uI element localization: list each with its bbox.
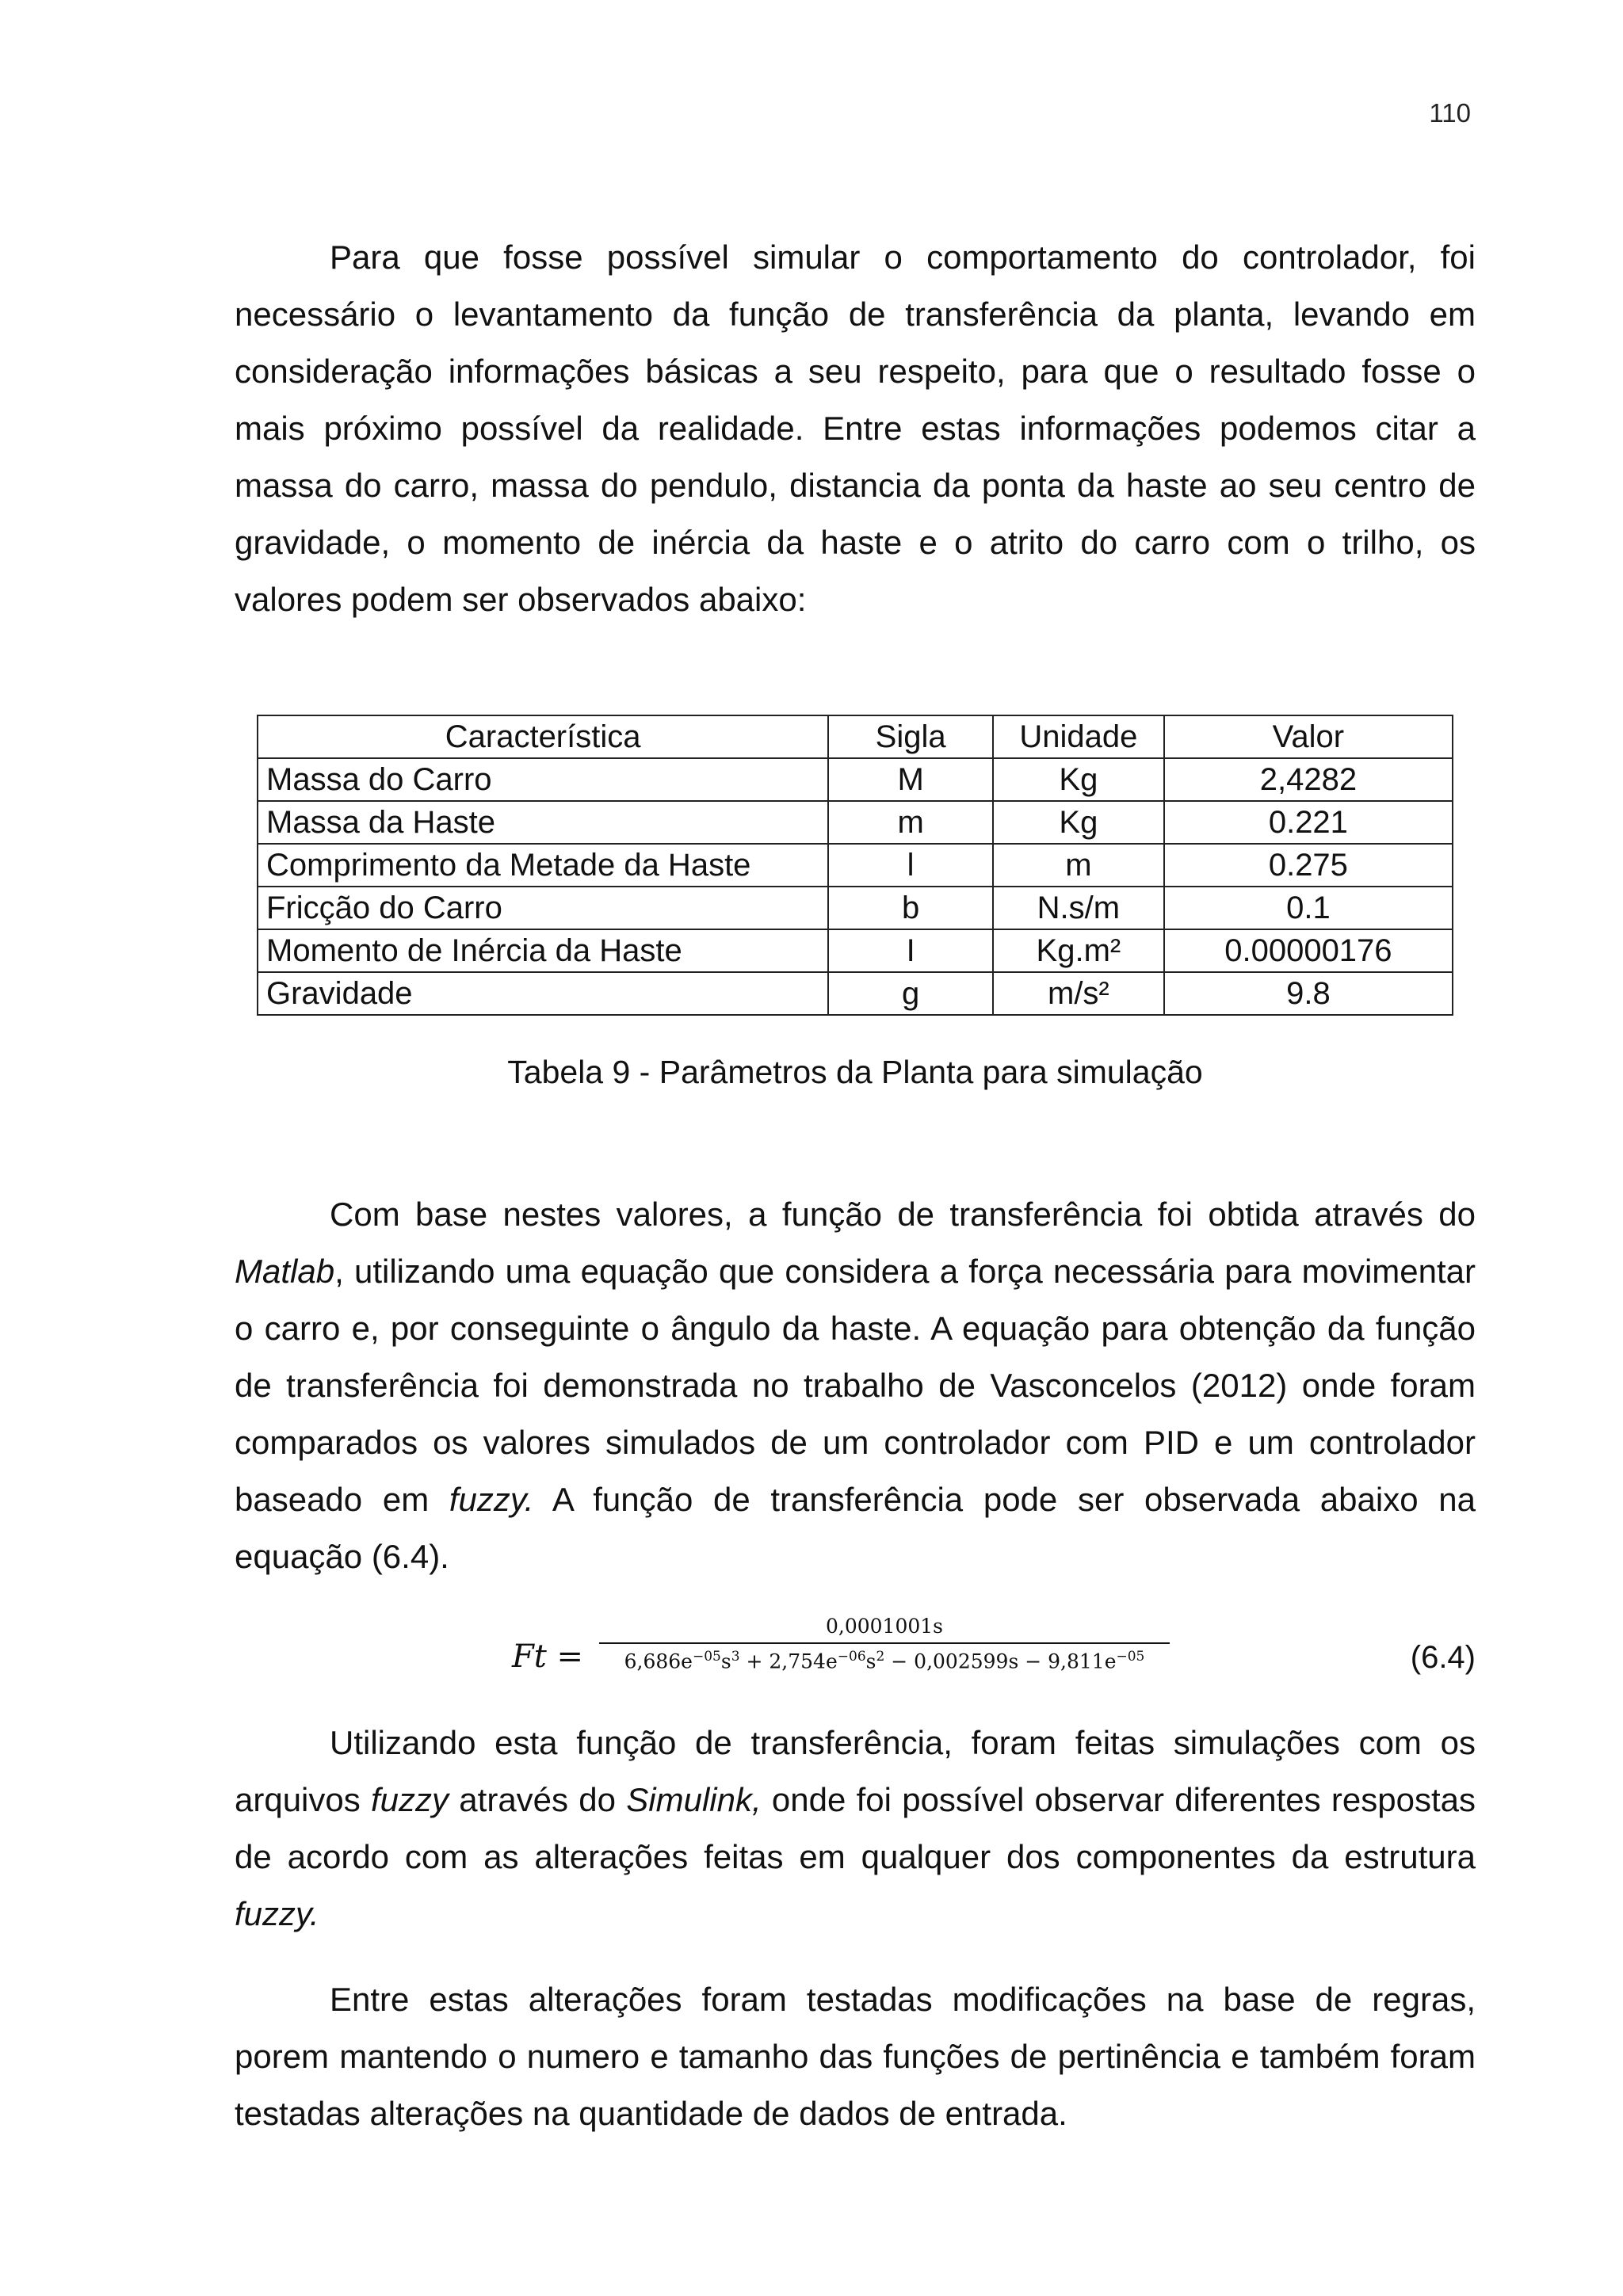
table-cell: m <box>828 801 993 844</box>
table-cell: Kg <box>993 801 1164 844</box>
equation-numerator: 0,0001001s <box>825 1615 944 1638</box>
table-cell: Gravidade <box>258 972 828 1015</box>
table-cell: 0.221 <box>1164 801 1453 844</box>
table-cell: 2,4282 <box>1164 758 1453 801</box>
equation-number: (6.4) <box>1410 1640 1476 1675</box>
paragraph-text <box>235 1714 1476 1943</box>
table-cell: Momento de Inércia da Haste <box>258 929 828 972</box>
paragraph-text: Para que fosse possível simular o comportamento do controlador, foi necessário o levantamento da função de transferência da planta, levando em consideração informações básicas a seu respeito, para que o resultado fosse o mais próximo possível da realidade. Entre estas informações podemos citar a massa do carro, massa do pendulo, distancia da ponta da haste ao seu centro de gravidade, o momento de inércia da haste e o atrito do carro com o trilho, os valores podem ser observados abaixo: <box>235 238 1476 618</box>
table-header-row <box>258 715 1453 758</box>
table-cell: Kg.m² <box>993 929 1164 972</box>
paragraph-simulation <box>235 1714 1476 1943</box>
paragraph-transfer-function <box>235 1186 1476 1585</box>
table-cell: 0.275 <box>1164 844 1453 887</box>
italic-term: fuzzy. <box>235 1895 319 1932</box>
table-cell: b <box>828 887 993 929</box>
italic-term: Matlab <box>235 1253 335 1290</box>
den-power: 3 <box>731 1649 740 1665</box>
table-cell: Fricção do Carro <box>258 887 828 929</box>
table-cell: l <box>828 844 993 887</box>
parameters-table <box>257 715 1453 1016</box>
table-cell: N.s/m <box>993 887 1164 929</box>
column-header: Característica <box>258 715 828 758</box>
text-run: através do <box>449 1781 627 1818</box>
text-run: , utilizando uma equação que considera a força necessária para movimentar o carro e, por conseguinte o ângulo da haste. A equação para obtenção da função de transferência foi demonstrada no trabalho de Vasconcelos (2012) onde foram comparados os valores simulados de um controlador com PID e um controlador baseado em <box>235 1253 1476 1518</box>
table-cell: 0.00000176 <box>1164 929 1453 972</box>
table-caption: Tabela 9 - Parâmetros da Planta para simulação <box>507 1054 1203 1090</box>
table-row <box>258 758 1453 801</box>
table-cell: 9.8 <box>1164 972 1453 1015</box>
table-cell: m <box>993 844 1164 887</box>
italic-term: fuzzy <box>371 1781 449 1818</box>
den-exponent: −06 <box>837 1649 866 1665</box>
den-power: 2 <box>876 1649 885 1665</box>
den-variable: s <box>720 1650 731 1673</box>
table-row <box>258 887 1453 929</box>
page-number: 110 <box>1429 98 1471 128</box>
equation-denominator <box>599 1644 1170 1672</box>
table-cell: Kg <box>993 758 1164 801</box>
text-run: Com base nestes valores, a função de transferência foi obtida através do <box>330 1196 1476 1233</box>
den-variable: s <box>865 1650 876 1673</box>
table-cell: Massa da Haste <box>258 801 828 844</box>
paragraph-text <box>235 1186 1476 1585</box>
italic-term: fuzzy. <box>449 1481 534 1518</box>
equation-fraction <box>599 1615 1170 1672</box>
text-run: A função de transferência pode ser observada abaixo na equação (6.4). <box>235 1481 1476 1575</box>
table-cell: Massa do Carro <box>258 758 828 801</box>
den-exponent: −05 <box>1116 1649 1145 1665</box>
den-term: + 2,754e <box>739 1650 838 1673</box>
table-row <box>258 801 1453 844</box>
den-term: 6,686e <box>624 1650 693 1673</box>
table-cell: Comprimento da Metade da Haste <box>258 844 828 887</box>
text-run: onde foi possível observar diferentes respostas de acordo com as alterações feitas em qualquer dos componentes da estrutura <box>235 1781 1476 1875</box>
table-cell: I <box>828 929 993 972</box>
table-cell: 0.1 <box>1164 887 1453 929</box>
den-term: − 0,002599s − 9,811e <box>884 1650 1117 1673</box>
table-row <box>258 929 1453 972</box>
table-cell: m/s² <box>993 972 1164 1015</box>
column-header: Valor <box>1164 715 1453 758</box>
column-header: Sigla <box>828 715 993 758</box>
table-cell: g <box>828 972 993 1015</box>
column-header: Unidade <box>993 715 1164 758</box>
table-row <box>258 972 1453 1015</box>
paragraph-intro <box>235 229 1476 628</box>
text-run: Utilizando esta função de transferência, foram feitas simulações com os arquivos <box>235 1724 1476 1818</box>
table-row <box>258 844 1453 887</box>
italic-term: Simulink, <box>626 1781 762 1818</box>
den-exponent: −05 <box>692 1649 721 1665</box>
equation-6-4 <box>235 1615 1476 1702</box>
paragraph-modifications <box>235 1971 1476 2142</box>
equation-lhs: Ft = <box>512 1638 584 1675</box>
paragraph-text: Entre estas alterações foram testadas modificações na base de regras, porem mantendo o numero e tamanho das funções de pertinência e também foram testadas alterações na quantidade de dados de entrada. <box>235 1981 1476 2132</box>
table-cell: M <box>828 758 993 801</box>
